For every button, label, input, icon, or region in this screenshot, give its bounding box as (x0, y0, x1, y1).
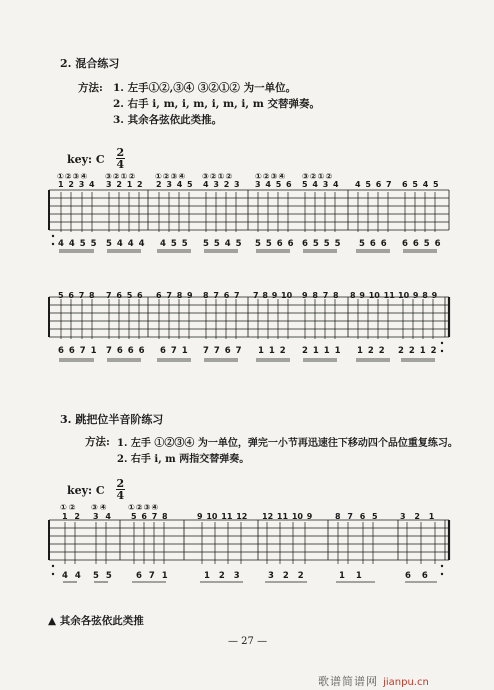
row2-notes-4: 7 7 6 7 (203, 346, 242, 356)
row2-notes-7: 1 2 2 (357, 346, 385, 356)
section2-method-label: 方法: (78, 82, 103, 94)
row3-notes-4: 1 2 3 (204, 571, 240, 581)
row1-notes-1: 4 4 5 5 (58, 239, 97, 249)
row3-notes-2: 5 5 (93, 571, 112, 581)
time-top-2: 2 (116, 477, 125, 490)
watermark-url: jianpu.cn (383, 677, 429, 688)
row2-frets-8: 10 9 8 9 (398, 291, 438, 300)
row2-notes-8: 2 2 1 2 (398, 346, 437, 356)
row3-frets-2: 3 4 (93, 512, 111, 521)
row3-notes-5: 3 2 2 (268, 571, 304, 581)
row1-finger-1: ①②③④ (57, 172, 89, 181)
row1-frets-2: 3 2 1 2 (106, 180, 143, 189)
row1-frets-3: 2 3 4 5 (156, 180, 193, 189)
time-bottom: 4 (116, 158, 125, 171)
row2-frets-7: 8 9 10 11 (350, 291, 395, 300)
section2-heading: 2. 混合练习 (60, 57, 120, 70)
row3-finger-1: ①② (60, 503, 78, 512)
section3-method-label: 方法: (85, 436, 110, 448)
row1-notes-6: 6 5 5 5 (302, 239, 341, 249)
watermark-site-name: 歌谱简谱网 (318, 675, 378, 688)
row3-frets-3: 5 6 7 8 (131, 512, 168, 521)
row1-frets-1: 1 2 3 4 (58, 180, 95, 189)
watermark (318, 670, 429, 689)
row3-frets-4: 9 10 11 12 (197, 512, 248, 521)
row2-frets-4: 8 7 6 7 (203, 291, 240, 300)
row1-finger-6: ③②①② (302, 172, 334, 181)
row2-frets-3: 6 7 8 9 (156, 291, 193, 300)
row1-notes-8: 6 6 5 6 (402, 239, 441, 249)
row1-notes-5: 5 5 6 6 (255, 239, 294, 249)
row1-frets-7: 4 5 6 7 (355, 180, 392, 189)
row2-frets-6: 9 8 7 8 (302, 291, 339, 300)
section2-key-signature (67, 147, 125, 170)
row1-frets-8: 6 5 4 5 (402, 180, 439, 189)
page-number: — 27 — (228, 636, 268, 647)
row3-notes-6: 1 1 (339, 571, 362, 581)
row3-notes-3: 6 7 1 (136, 571, 168, 581)
key-label: key: C (67, 153, 105, 166)
row2-notes-2: 7 6 6 6 (106, 346, 145, 356)
row3-finger-3: ①②③④ (128, 503, 160, 512)
row2-notes-3: 6 7 1 (160, 346, 188, 356)
section3-line-1: 1. 左手 ①②③④ 为一单位，弹完一小节再迅速往下移动四个品位重复练习。 (117, 438, 458, 449)
row3-frets-7: 3 2 1 (400, 512, 435, 521)
row3-frets-6: 8 7 6 5 (335, 512, 378, 521)
row1-finger-4: ③②①② (202, 172, 234, 181)
row1-finger-3: ①②③④ (155, 172, 187, 181)
row1-finger-5: ①②③④ (255, 172, 287, 181)
row1-notes-7: 5 6 6 (359, 239, 387, 249)
section2-line-3: 3. 其余各弦依此类推。 (113, 114, 223, 126)
row1-frets-5: 3 4 5 6 (255, 180, 292, 189)
row2-notes-6: 2 1 1 1 (302, 346, 341, 356)
time-signature-2 (116, 478, 125, 501)
row1-notes-3: 4 5 5 (160, 239, 188, 249)
row2-frets-5: 7 8 9 10 (253, 291, 293, 300)
row1-frets-6: 5 4 3 4 (302, 180, 339, 189)
row1-notes-2: 5 4 4 4 (106, 239, 145, 249)
key-label-2: key: C (67, 484, 105, 497)
row3-notes-1: 4 4 (62, 571, 81, 581)
time-signature (116, 147, 125, 170)
section3-heading: 3. 跳把位半音阶练习 (60, 413, 164, 426)
row2-frets-2: 7 6 5 6 (106, 291, 143, 300)
row1-frets-4: 4 3 2 3 (203, 180, 240, 189)
row3-finger-2: ③④ (91, 503, 109, 512)
section3-line-2: 2. 右手 i, m 两指交替弹奏。 (117, 454, 250, 465)
section3-key-signature (67, 478, 125, 501)
time-top: 2 (116, 146, 125, 159)
time-bottom-2: 4 (116, 489, 125, 502)
row2-notes-1: 6 6 7 1 (58, 346, 97, 356)
section2-line-1: 1. 左手①②,③④ ③②①② 为一单位。 (113, 82, 297, 94)
row1-notes-4: 5 5 4 5 (203, 239, 242, 249)
row2-frets-1: 5 6 7 8 (58, 291, 95, 300)
row3-frets-1: 1 2 (62, 512, 80, 521)
footer-note: ▲ 其余各弦依此类推 (48, 615, 144, 627)
row3-notes-7: 6 6 (405, 571, 428, 581)
row1-finger-2: ③②①② (105, 172, 137, 181)
section2-line-2: 2. 右手 i, m, i, m, i, m, i, m 交替弹奏。 (113, 98, 321, 110)
row3-frets-5: 12 11 10 9 (262, 512, 313, 521)
row2-notes-5: 1 1 2 (258, 346, 286, 356)
